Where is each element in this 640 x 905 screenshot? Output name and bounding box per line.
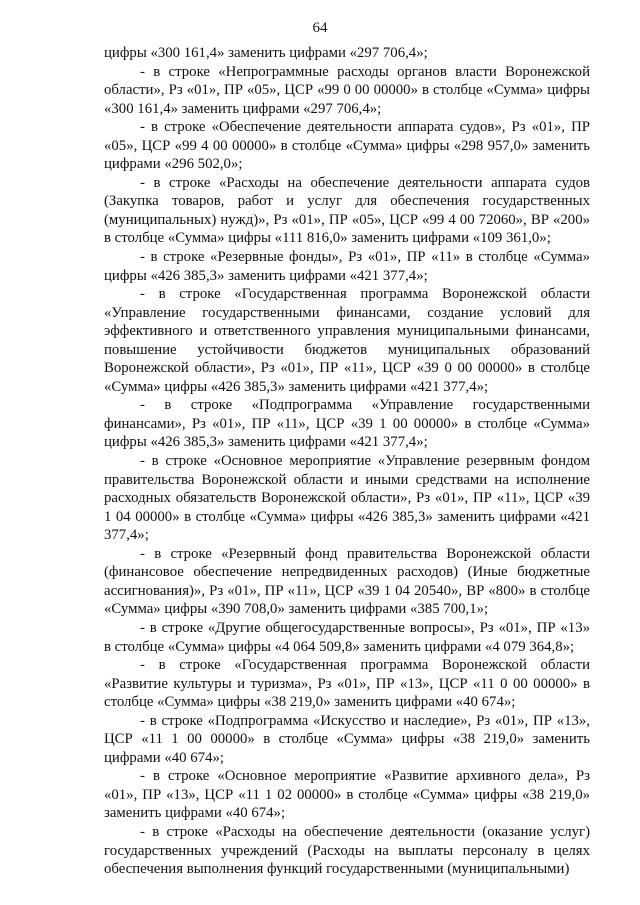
paragraph-amendment: - в строке «Непрограммные расходы органов власти Воронежской области», Рз «01», ПР «05», ЦСР «99 0 00 00000» в столбце «Сумма» цифры «300 161,4» заменить цифрами «297 706,4»; <box>104 63 590 117</box>
paragraph-amendment: - в строке «Расходы на обеспечение деятельности (оказание услуг) государственных учреждений (Расходы на выплаты персоналу в целях обеспечения выполнения функций государственными (муниципальными) <box>104 823 590 878</box>
paragraph-continuation: цифры «300 161,4» заменить цифрами «297 706,4»; <box>104 45 428 61</box>
paragraph-amendment: - в строке «Основное мероприятие «Управление резервным фондом правительства Воронежской области и иными средствами на исполнение расходных обязательств Воронежской области», Рз «01», ПР «11», ЦСР «39 1 04 00000» в столбце «Сумма» цифры «426 385,3» заменить цифрами «421 377,4»; <box>104 453 590 544</box>
paragraph-amendment: - в строке «Основное мероприятие «Развитие архивного дела», Рз «01», ПР «13», ЦСР «11 1 02 00000» в столбце «Сумма» цифры «38 219,0» заменить цифрами «40 674»; <box>104 768 590 822</box>
paragraph-amendment: - в строке «Подпрограмма «Управление государственными финансами», Рз «01», ПР «11», ЦСР «39 1 00 00000» в столбце «Сумма» цифры «426 385,3» заменить цифрами «421 377,4»; <box>104 397 590 451</box>
document-body <box>104 44 590 879</box>
paragraph-amendment: - в строке «Резервные фонды», Рз «01», ПР «11» в столбце «Сумма» цифры «426 385,3» заменить цифрами «421 377,4»; <box>104 249 590 284</box>
paragraph-amendment: - в строке «Государственная программа Воронежской области «Управление государственными финансами, создание условий для эффективного и ответственного управления муниципальными финансами, повышение устойчивости бюджетов муниципальных образований Воронежской области», Рз «01», ПР «11», ЦСР «39 0 00 00000» в столбце «Сумма» цифры «426 385,3» заменить цифрами «421 377,4»; <box>104 286 590 395</box>
paragraph-amendment: - в строке «Государственная программа Воронежской области «Развитие культуры и туризма», Рз «01», ПР «13», ЦСР «11 0 00 00000» в столбце «Сумма» цифры «38 219,0» заменить цифрами «40 674»; <box>104 657 590 711</box>
paragraph-amendment: - в строке «Обеспечение деятельности аппарата судов», Рз «01», ПР «05», ЦСР «99 4 00 00000» в столбце «Сумма» цифры «298 957,0» заменить цифрами «296 502,0»; <box>104 119 590 173</box>
paragraph-amendment: - в строке «Расходы на обеспечение деятельности аппарата судов (Закупка товаров, работ и услуг для обеспечения государственных (муниципальных) нужд)», Рз «01», ПР «05», ЦСР «99 4 00 72060», ВР «200» в столбце «Сумма» цифры «111 816,0» заменить цифрами «109 361,0»; <box>104 174 590 247</box>
page-number: 64 <box>312 20 328 36</box>
paragraph-amendment: - в строке «Другие общегосударственные вопросы», Рз «01», ПР «13» в столбце «Сумма» цифры «4 064 509,8» заменить цифрами «4 079 364,8»; <box>104 619 590 655</box>
paragraph-amendment: - в строке «Резервный фонд правительства Воронежской области (финансовое обеспечение непредвиденных расходов) (Иные бюджетные ассигнования)», Рз «01», ПР «11», ЦСР «39 1 04 20540», ВР «800» в столбце «Сумма» цифры «390 708,0» заменить цифрами «385 700,1»; <box>104 545 590 618</box>
paragraph-amendment: - в строке «Подпрограмма «Искусство и наследие», Рз «01», ПР «13», ЦСР «11 1 00 00000» в столбце «Сумма» цифры «38 219,0» заменить цифрами «40 674»; <box>104 712 590 766</box>
